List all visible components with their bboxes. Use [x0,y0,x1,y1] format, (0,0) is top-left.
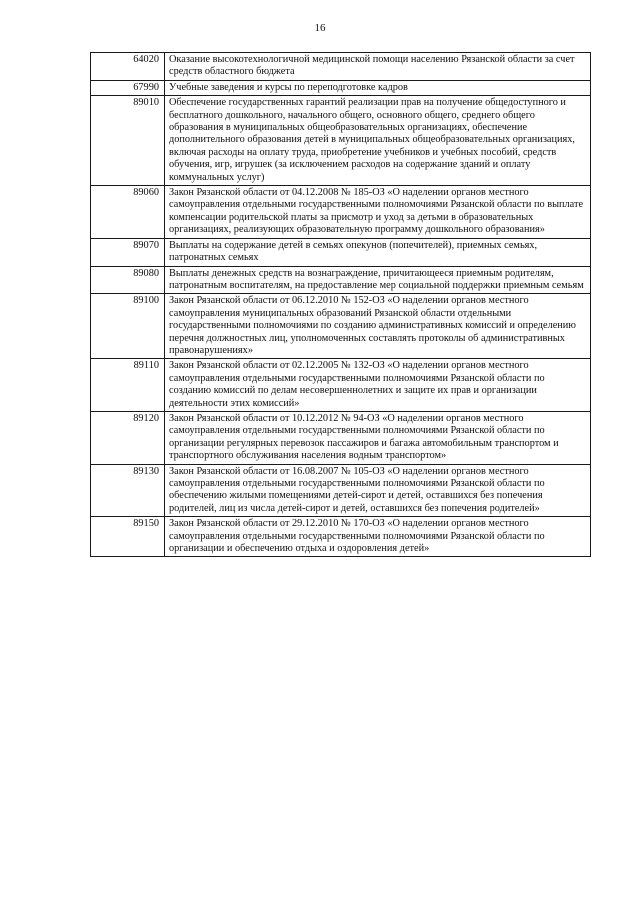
row-description: Закон Рязанской области от 10.12.2012 № 94-ОЗ «О наделении органов местного самоуправления отдельными государственными полномочиями Рязанской области по организации регулярных перевозок пассажиров и багажа автомобильным транспортом и транспортного обслуживания населения водным транспортом» [165,411,591,464]
row-code: 89080 [91,266,165,294]
row-description: Обеспечение государственных гарантий реализации прав на получение общедоступного и бесплатного дошкольного, начального общего, основного общего, среднего общего образования в муниципальных общеобразовательных организациях, обеспечение дополнительного образования детей в муниципальных общеобразовательных организациях, включая расходы на оплату труда, приобретение учебников и учебных пособий, средств обучения, игр, игрушек (за исключением расходов на содержание зданий и оплату коммунальных услуг) [165,96,591,186]
page-number: 16 [314,22,326,34]
budget-codes-table [90,52,591,557]
row-description: Оказание высокотехнологичной медицинской помощи населению Рязанской области за счет средств областного бюджета [165,53,591,81]
row-description: Закон Рязанской области от 29.12.2010 № 170-ОЗ «О наделении органов местного самоуправления отдельными государственными полномочиями Рязанской области по организации и обеспечению отдыха и оздоровления детей» [165,517,591,557]
table-row [91,266,591,294]
row-description: Выплаты на содержание детей в семьях опекунов (попечителей), приемных семьях, патронатных семьях [165,238,591,266]
table-row [91,464,591,517]
table-row [91,517,591,557]
row-description: Закон Рязанской области от 02.12.2005 № 132-ОЗ «О наделении органов местного самоуправления отдельными государственными полномочиями Рязанской области по созданию комиссий по делам несовершеннолетних и защите их прав и организации деятельности этих комиссий» [165,359,591,412]
row-code: 89150 [91,517,165,557]
table-row [91,359,591,412]
row-code: 89070 [91,238,165,266]
row-code: 64020 [91,53,165,81]
table-row [91,96,591,186]
row-code: 89010 [91,96,165,186]
row-description: Закон Рязанской области от 06.12.2010 № 152-ОЗ «О наделении органов местного самоуправления муниципальных образований Рязанской области отдельными государственными полномочиями по созданию административных комиссий и определению перечня должностных лиц, уполномоченных составлять протоколы об административных правонарушениях» [165,294,591,359]
row-code: 89130 [91,464,165,517]
row-code: 89060 [91,186,165,239]
table-row [91,53,591,81]
row-description: Закон Рязанской области от 04.12.2008 № 185-ОЗ «О наделении органов местного самоуправления отдельными государственными полномочиями Рязанской области по выплате компенсации родительской платы за присмотр и уход за детьми в образовательных организациях, реализующих образовательную программу дошкольного образования» [165,186,591,239]
row-description: Выплаты денежных средств на вознаграждение, причитающееся приемным родителям, патронатным воспитателям, на предоставление мер социальной поддержки приемным семьям [165,266,591,294]
table-row [91,186,591,239]
row-code: 67990 [91,80,165,95]
table-row [91,411,591,464]
table-row [91,294,591,359]
row-code: 89110 [91,359,165,412]
row-code: 89100 [91,294,165,359]
table-row [91,238,591,266]
table-row [91,80,591,95]
row-description: Закон Рязанской области от 16.08.2007 № 105-ОЗ «О наделении органов местного самоуправления отдельными государственными полномочиями Рязанской области по обеспечению жилыми помещениями детей-сирот и детей, оставшихся без попечения родителей, лиц из числа детей-сирот и детей, оставшихся без попечения родителей» [165,464,591,517]
row-description: Учебные заведения и курсы по переподготовке кадров [165,80,591,95]
row-code: 89120 [91,411,165,464]
